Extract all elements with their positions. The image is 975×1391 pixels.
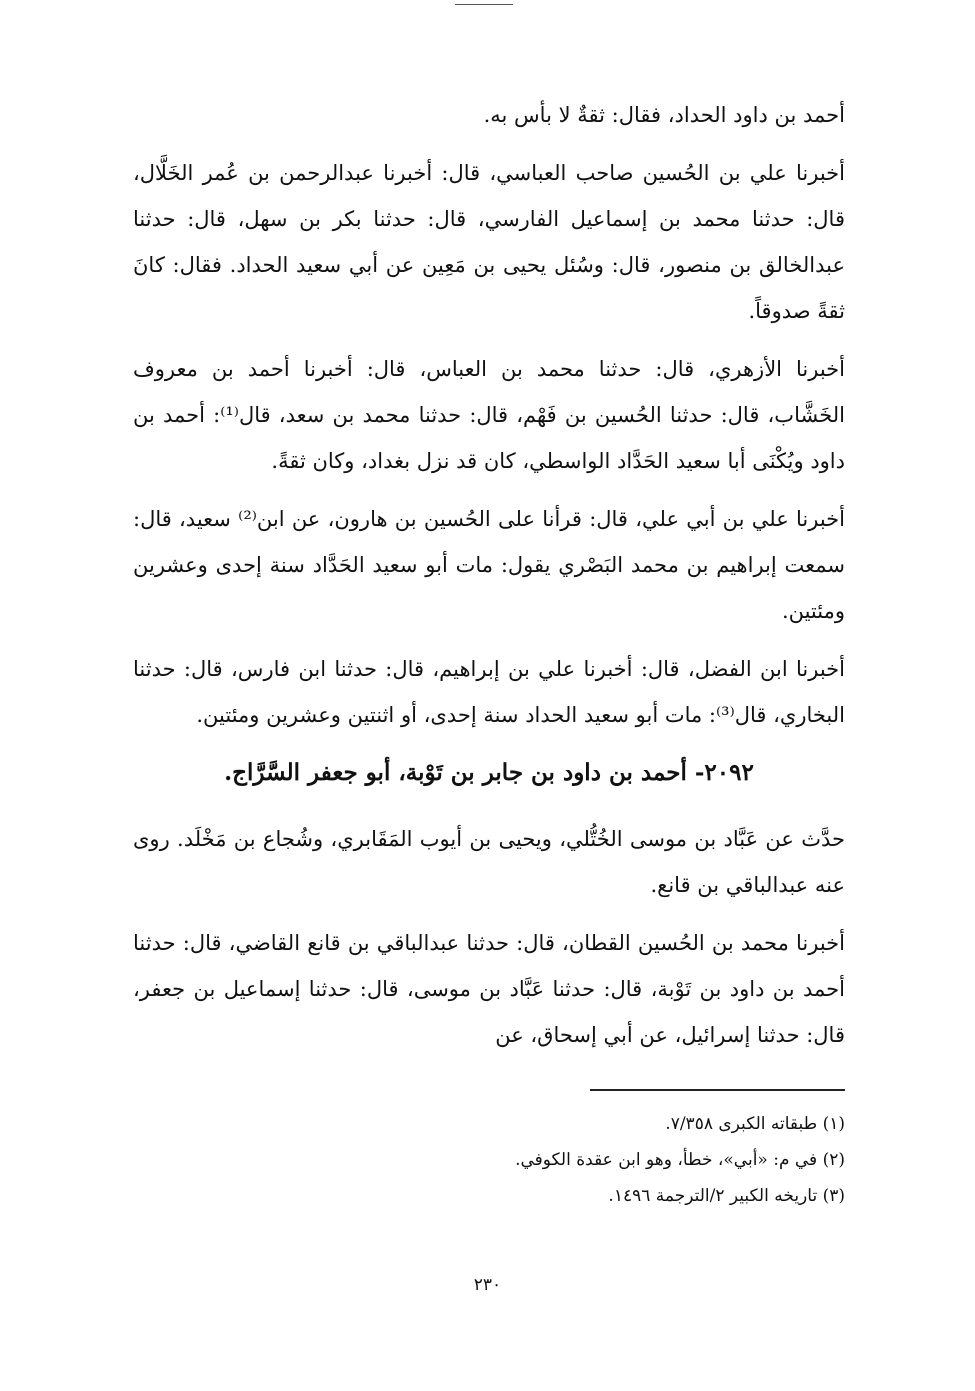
paragraph-5: أخبرنا ابن الفضل، قال: أخبرنا علي بن إبراهيم، قال: حدثنا ابن فارس، قال: حدثنا البخاري، قال⁽³⁾: مات أبو سعيد الحداد سنة إحدى، أو اثنتين وعشرين ومئتين. bbox=[133, 657, 845, 727]
paragraph-7: أخبرنا محمد بن الحُسين القطان، قال: حدثنا عبدالباقي بن قانع القاضي، قال: حدثنا أحمد بن داود بن تَوْبة، قال: حدثنا عَبَّاد بن موسى، قال: حدثنا إسماعيل بن جعفر، قال: حدثنا إسرائيل، عن أبي إسحاق، عن bbox=[133, 931, 845, 1047]
top-rule bbox=[455, 4, 513, 5]
paragraph-1: أحمد بن داود الحداد، فقال: ثقةٌ لا بأس به. bbox=[483, 103, 845, 127]
paragraph-4: أخبرنا علي بن أبي علي، قال: قرأنا على الحُسين بن هارون، عن ابن⁽²⁾ سعيد، قال: سمعت إبراهيم بن محمد البَصْري يقول: مات أبو سعيد الحَدَّاد سنة إحدى وعشرين ومئتين. bbox=[133, 507, 845, 623]
paragraph-3: أخبرنا الأزهري، قال: حدثنا محمد بن العباس، قال: أخبرنا أحمد بن معروف الخَشَّاب، قال: حدثنا الحُسين بن فَهْم، قال: حدثنا محمد بن سعد، قال⁽¹⁾: أحمد بن داود ويُكْنَى أبا سعيد الحَدَّاد الواسطي، كان قد نزل بغداد، وكان ثقةً. bbox=[133, 357, 845, 473]
page-number: ٢٣٠ bbox=[473, 1275, 502, 1295]
footnote-3: (٣) تاريخه الكبير ٢/الترجمة ١٤٩٦. bbox=[608, 1186, 845, 1206]
entry-heading: ٢٠٩٢- أحمد بن داود بن جابر بن تَوْبة، أبو جعفر السَّرَّاج. bbox=[224, 759, 754, 786]
main-text bbox=[133, 92, 845, 1070]
footnote-2: (٢) في م: «أبي»، خطأ، وهو ابن عقدة الكوفي. bbox=[515, 1150, 845, 1170]
footnote-1: (١) طبقاته الكبرى ٧/٣٥٨. bbox=[665, 1114, 845, 1134]
paragraph-2: أخبرنا علي بن الحُسين صاحب العباسي، قال: أخبرنا عبدالرحمن بن عُمر الخَلَّال، قال: حدثنا محمد بن إسماعيل الفارسي، قال: حدثنا بكر بن سهل، قال: حدثنا عبدالخالق بن منصور، قال: وسُئل يحيى بن مَعِين عن أبي سعيد الحداد. فقال: كانَ ثقةً صدوقاً. bbox=[133, 161, 845, 323]
footnotes bbox=[300, 1106, 845, 1214]
paragraph-6: حدَّث عن عَبَّاد بن موسى الخُتُّلي، ويحيى بن أيوب المَقَابري، وشُجاع بن مَخْلَد. روى عنه عبدالباقي بن قانع. bbox=[133, 827, 845, 897]
footnote-divider bbox=[590, 1089, 845, 1091]
